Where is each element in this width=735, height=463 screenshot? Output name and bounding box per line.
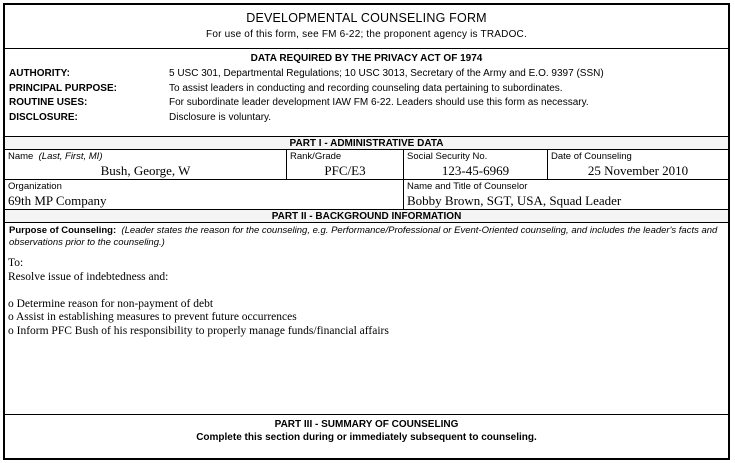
privacy-heading: DATA REQUIRED BY THE PRIVACY ACT OF 1974 (250, 53, 483, 64)
privacy-label: PRINCIPAL PURPOSE: (9, 82, 117, 94)
admin-row-2 (5, 180, 728, 210)
organization-caption: Organization (8, 181, 62, 192)
admin-row-1 (5, 150, 728, 180)
date-field[interactable] (548, 150, 728, 179)
privacy-value: For subordinate leader development IAW FM 6-22. Leaders should use this form as necessary. (169, 97, 589, 108)
name-caption-wrap (5, 150, 286, 163)
date-caption: Date of Counseling (551, 151, 632, 162)
part2-heading: PART II - BACKGROUND INFORMATION (5, 210, 728, 223)
part3-instruction: Complete this section during or immediately subsequent to counseling. (196, 432, 537, 443)
counselor-caption: Name and Title of Counselor (407, 181, 528, 192)
form-header (5, 5, 728, 49)
privacy-row-routine-uses (5, 96, 728, 111)
rank-field[interactable] (287, 150, 404, 179)
privacy-label: DISCLOSURE: (9, 111, 78, 123)
name-field[interactable] (5, 150, 287, 179)
purpose-hint: (Leader states the reason for the counseling, e.g. Performance/Professional or Event-Oriented counseling, and includes the leader's facts and observations prior to the counseling.) (9, 225, 718, 248)
organization-field[interactable] (5, 180, 404, 209)
privacy-value: Disclosure is voluntary. (169, 111, 272, 123)
purpose-line: o Determine reason for non-payment of debt (8, 297, 214, 310)
purpose-of-counseling-field[interactable] (5, 223, 728, 415)
privacy-act-section (5, 49, 728, 137)
privacy-row-disclosure (5, 111, 728, 126)
counseling-form (3, 3, 730, 460)
privacy-value: 5 USC 301, Departmental Regulations; 10 USC 3013, Secretary of the Army and E.O. 9397 (SSN) (169, 68, 604, 79)
name-value: Bush, George, W (100, 163, 191, 178)
purpose-text (5, 255, 728, 338)
privacy-value: To assist leaders in conducting and recording counseling data pertaining to subordinates. (169, 82, 563, 94)
ssn-caption: Social Security No. (407, 151, 488, 162)
privacy-label: AUTHORITY: (9, 68, 70, 79)
name-hint: (Last, First, MI) (38, 151, 103, 162)
privacy-row-purpose (5, 82, 728, 97)
date-value: 25 November 2010 (587, 163, 689, 178)
part3-heading: PART III - SUMMARY OF COUNSELING (274, 419, 459, 430)
purpose-line: To: (8, 257, 24, 269)
privacy-label: ROUTINE USES: (9, 97, 88, 108)
organization-value: 69th MP Company (8, 193, 107, 208)
part1-heading: PART I - ADMINISTRATIVE DATA (5, 137, 728, 150)
counselor-value: Bobby Brown, SGT, USA, Squad Leader (407, 193, 622, 208)
purpose-header (5, 223, 728, 255)
counselor-field[interactable] (404, 180, 728, 209)
purpose-label: Purpose of Counseling: (9, 225, 117, 236)
form-title: DEVELOPMENTAL COUNSELING FORM (246, 11, 487, 25)
ssn-field[interactable] (404, 150, 548, 179)
rank-caption: Rank/Grade (290, 151, 342, 162)
ssn-value: 123-45-6969 (441, 163, 510, 178)
purpose-line: o Assist in establishing measures to prevent future occurrences (8, 311, 297, 323)
purpose-line: o Inform PFC Bush of his responsibility to properly manage funds/financial affairs (8, 324, 389, 337)
privacy-row-authority (5, 67, 728, 82)
part3-section (5, 415, 728, 449)
form-subtitle: For use of this form, see FM 6-22; the proponent agency is TRADOC. (206, 29, 527, 40)
name-caption: Name (8, 151, 34, 162)
rank-value: PFC/E3 (324, 163, 366, 178)
purpose-line: Resolve issue of indebtedness and: (8, 270, 169, 283)
purpose-line (8, 284, 725, 298)
